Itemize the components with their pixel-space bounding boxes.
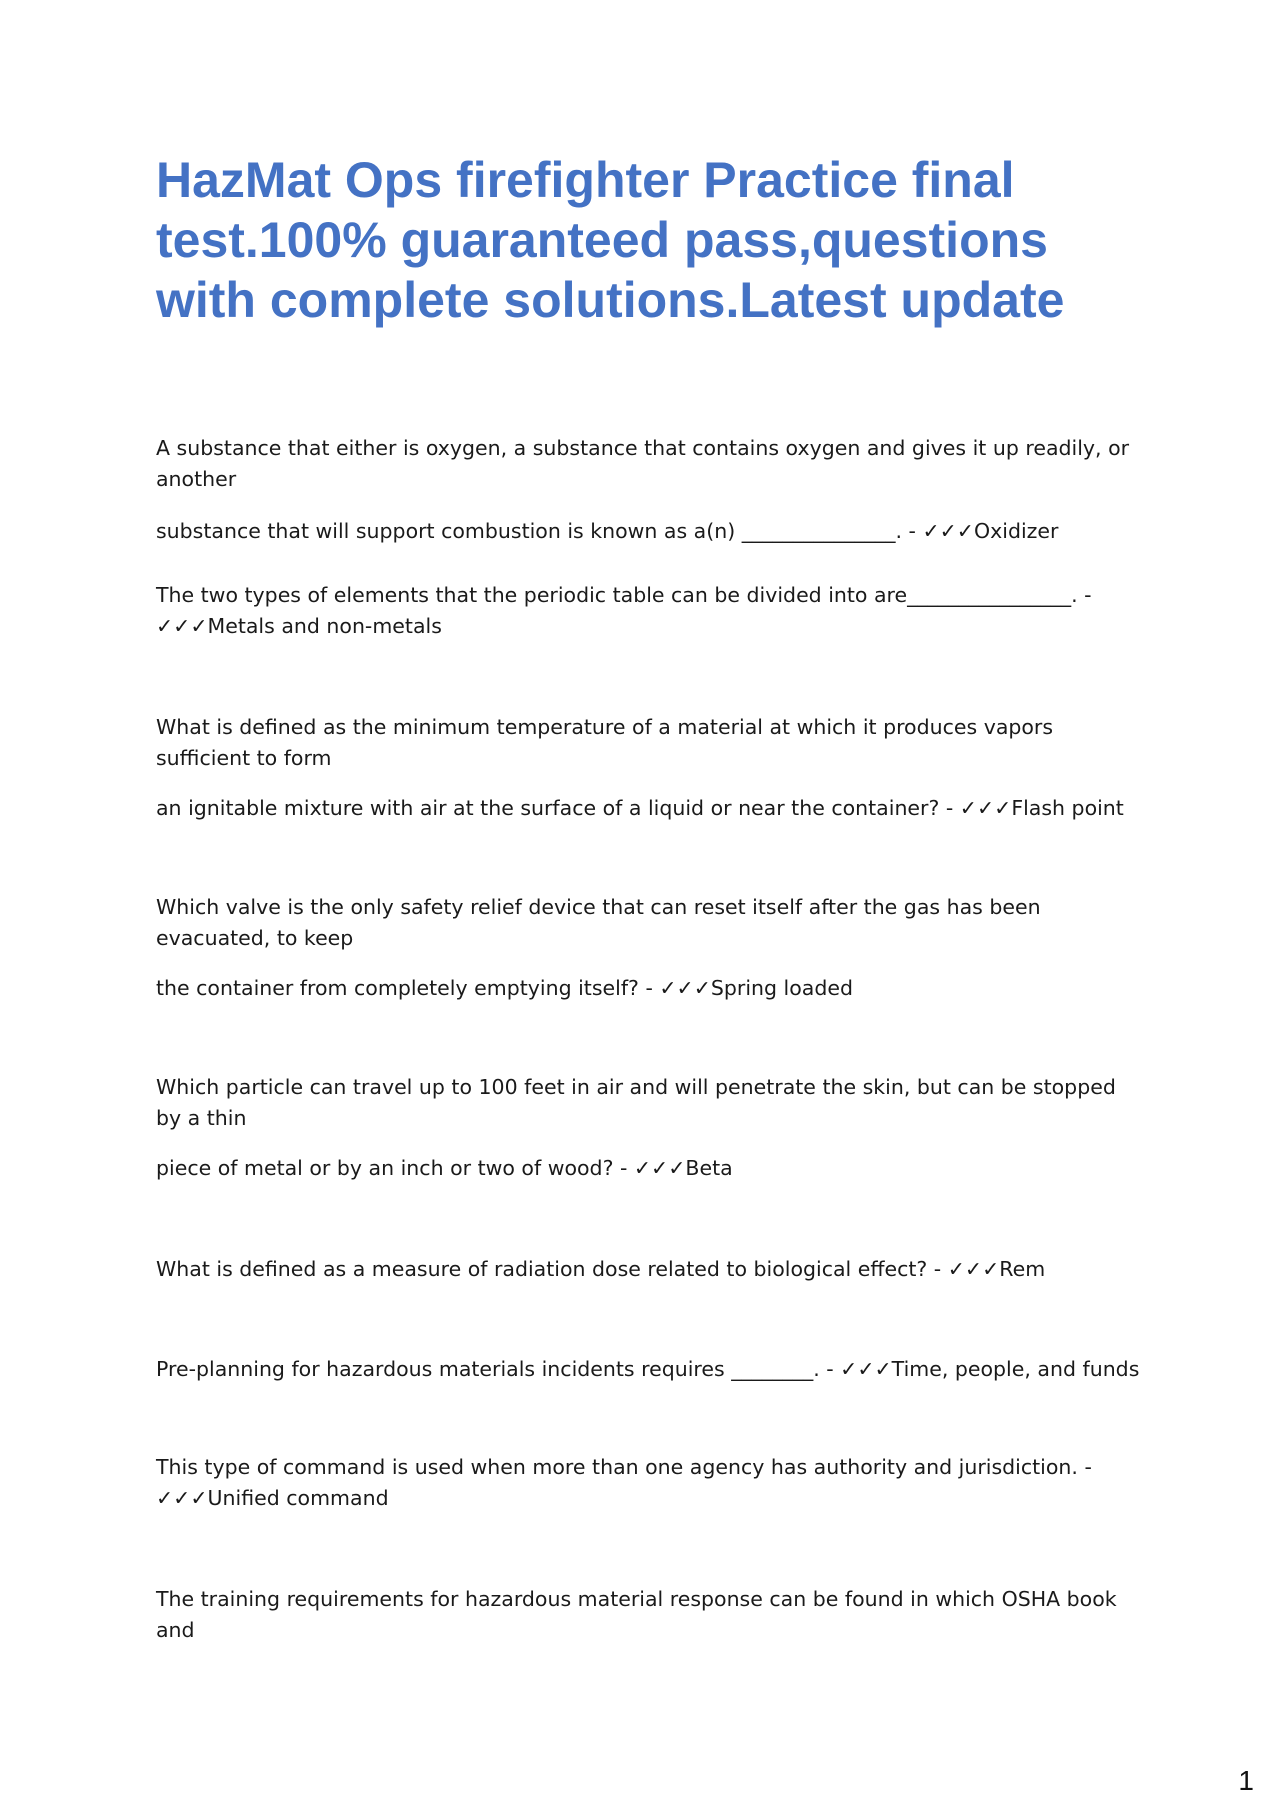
question-text: Which valve is the only safety relief device that can reset itself after the gas has been evacuated, to keep — [156, 895, 1041, 950]
question-text: Which particle can travel up to 100 feet in air and will penetrate the skin, but can be stopped by a thin — [156, 1075, 1116, 1130]
qa-item-osha — [156, 1584, 1146, 1646]
question-answer-text: an ignitable mixture with air at the surface of a liquid or near the container? - ✓✓✓Flash point — [156, 796, 1124, 820]
question-text: What is defined as the minimum temperature of a material at which it produces vapors sufficient to form — [156, 715, 1054, 770]
qa-item-spring-loaded — [156, 892, 1136, 1004]
question-answer-text: This type of command is used when more than one agency has authority and jurisdiction. - ✓✓✓Unified command — [156, 1455, 1092, 1510]
document-title: HazMat Ops firefighter Practice final test.100% guaranteed pass,questions with complete solutions.Latest update — [156, 152, 1065, 328]
qa-item-preplanning — [156, 1354, 1146, 1385]
question-answer-text: substance that will support combustion is known as a(n) _______________. - ✓✓✓Oxidizer — [156, 519, 1059, 543]
qa-item-flash-point — [156, 712, 1136, 824]
question-answer-text: The two types of elements that the periodic table can be divided into are________________. - ✓✓✓Metals and non-metals — [156, 583, 1092, 638]
question-answer-text: Pre-planning for hazardous materials incidents requires ________. - ✓✓✓Time, people, and funds — [156, 1357, 1140, 1381]
question-answer-text: the container from completely emptying itself? - ✓✓✓Spring loaded — [156, 976, 853, 1000]
question-text: A substance that either is oxygen, a substance that contains oxygen and gives it up readily, or another — [156, 436, 1130, 491]
qa-item-unified-command — [156, 1452, 1096, 1514]
question-answer-text: piece of metal or by an inch or two of wood? - ✓✓✓Beta — [156, 1156, 733, 1180]
question-answer-text: What is defined as a measure of radiation dose related to biological effect? - ✓✓✓Rem — [156, 1257, 1046, 1281]
qa-item-rem — [156, 1254, 1146, 1285]
question-text: The training requirements for hazardous material response can be found in which OSHA book and — [156, 1587, 1117, 1642]
qa-item-periodic-table — [156, 580, 1096, 642]
page-number: 1 — [1238, 1765, 1254, 1796]
qa-item-beta — [156, 1072, 1136, 1184]
qa-item-oxidizer — [156, 433, 1146, 547]
